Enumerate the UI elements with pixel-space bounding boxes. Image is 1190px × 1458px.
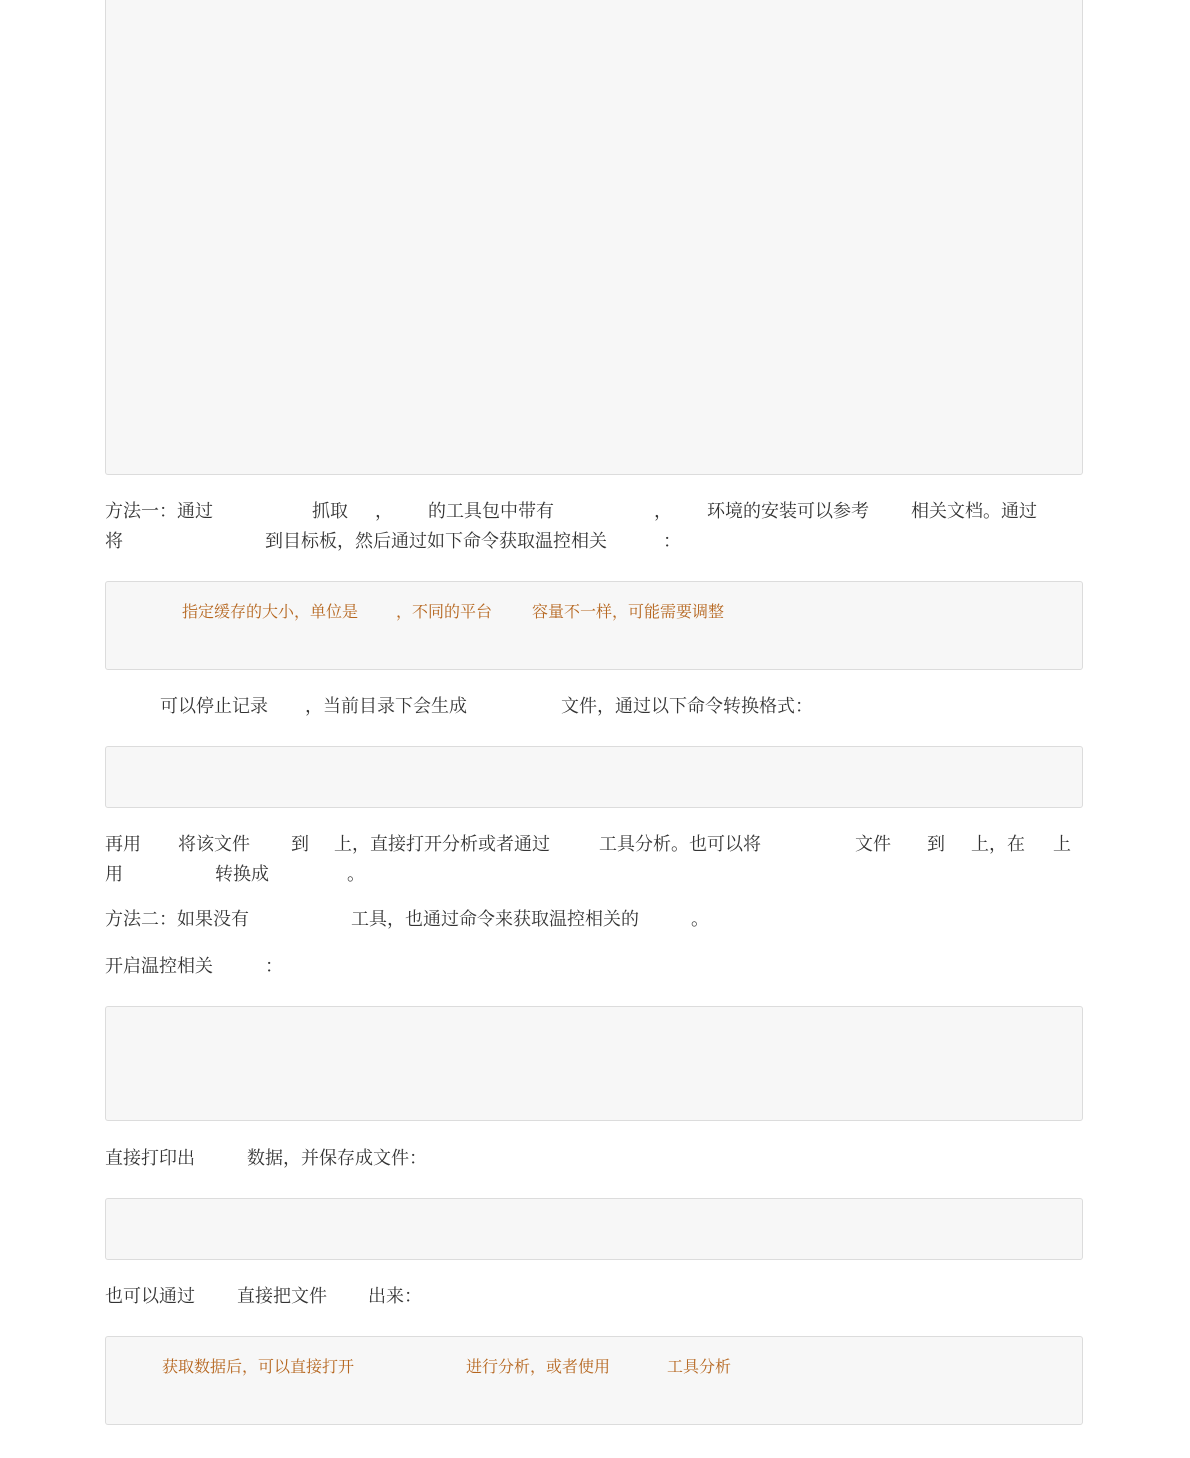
cat-label [105, 1286, 605, 1308]
method1-text: ， [375, 501, 393, 522]
code-block-1 [105, 0, 1083, 475]
reuse-text: 转换成 [215, 864, 269, 885]
code-block-2 [105, 581, 1083, 670]
stop-text: 可以停止记录 [160, 696, 268, 717]
code-comment-text: 指定缓存的大小，单位是 [182, 602, 359, 621]
reuse-text: 用 [105, 864, 123, 885]
method1-text: 到目标板，然后通过如下命令获取温控相关 [265, 531, 607, 552]
reuse-text: 将该文件 [178, 834, 250, 855]
method1-text: ： [663, 531, 681, 552]
reuse-text: 到 [927, 834, 945, 855]
reuse-text: 上，直接打开分析或者通过 [334, 834, 550, 855]
cat-text: 也可以通过 [105, 1286, 195, 1307]
reuse-text: 再用 [105, 834, 141, 855]
reuse-text: 上 [1053, 834, 1071, 855]
enable-text: ： [265, 956, 283, 977]
method1-text: 抓取 [312, 501, 348, 522]
method2-line [105, 909, 1085, 931]
code-comment-text: 工具分析 [667, 1357, 732, 1376]
reuse-line1 [105, 834, 1085, 856]
code-block-3 [105, 746, 1083, 808]
stop-text: ，当前目录下会生成 [305, 696, 467, 717]
enable-text: 开启温控相关 [105, 956, 213, 977]
code-comment [162, 1357, 862, 1377]
reuse-text: 工具分析。也可以将 [599, 834, 761, 855]
reuse-text: 到 [291, 834, 309, 855]
method2-text: 。 [691, 909, 709, 930]
reuse-text: 文件 [855, 834, 891, 855]
method1-line1 [105, 501, 1085, 523]
enable-label [105, 956, 405, 978]
code-block-6 [105, 1336, 1083, 1425]
cat-text: 直接把文件 [237, 1286, 327, 1307]
method1-line2 [105, 531, 1085, 553]
code-comment-text: 容量不一样，可能需要调整 [532, 602, 725, 621]
stop-text: 文件，通过以下命令转换格式： [561, 696, 813, 717]
code-comment [182, 602, 882, 622]
method1-text: 方法一：通过 [105, 501, 213, 522]
method1-text: 的工具包中带有 [428, 501, 554, 522]
print-text: 直接打印出 [105, 1148, 195, 1169]
print-text: 数据，并保存成文件： [247, 1148, 427, 1169]
method2-text: 工具，也通过命令来获取温控相关的 [351, 909, 639, 930]
method1-text: 将 [105, 531, 123, 552]
code-comment-text: ，不同的平台 [396, 602, 493, 621]
reuse-line2 [105, 864, 1085, 886]
code-block-5 [105, 1198, 1083, 1260]
method1-text: ， [654, 501, 672, 522]
method2-text: 方法二：如果没有 [105, 909, 249, 930]
reuse-text: 。 [347, 864, 365, 885]
stop-recording-line [105, 696, 1085, 718]
code-block-4 [105, 1006, 1083, 1121]
code-comment-text: 获取数据后，可以直接打开 [162, 1357, 355, 1376]
cat-text: 出来： [368, 1286, 422, 1307]
method1-text: 环境的安装可以参考 [707, 501, 869, 522]
print-label [105, 1148, 605, 1170]
code-comment-text: 进行分析，或者使用 [466, 1357, 611, 1376]
reuse-text: 上，在 [971, 834, 1025, 855]
method1-text: 相关文档。通过 [911, 501, 1037, 522]
